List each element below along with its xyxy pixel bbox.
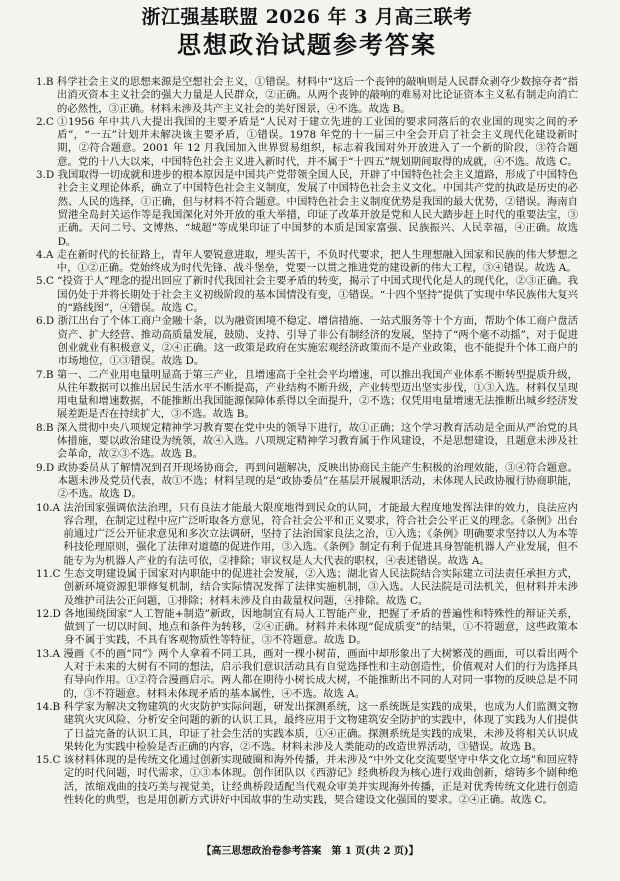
answer-item — [36, 754, 578, 807]
answer-item — [36, 315, 578, 368]
answer-list — [36, 76, 578, 807]
answer-number: 5.C — [36, 275, 58, 288]
answer-explanation: ①1956 年中共八大提出我国的主要矛盾是“人民对于建立先进的工业国的要求同落后的农业国的现实之间的矛盾”，“一五”计划并未解决该主要矛盾，①错误。1978 年党的十一届三中全会开启了社会主义现代化建设新时期，②符合题意。2001 年 12 月我国加入世界贸易组织，标志着我国对外开放进入了一个新的阶段，③符合题意。党的十八大以来，中国特色社会主义进入新时代，并不属于“十四五”规划期间取得的成就，④不选。故选 C。 — [57, 115, 578, 168]
answer-explanation: 科学家为解决文物建筑的火灾防护实际问题，研发出探测系统，这一系统既是实践的成果，也成为人们监测文物建筑火灾风险、分析安全问题的新的认识工具，最终应用于文物建筑安全防护的实践中，体现了实践为人们提供了日益完备的认识工具，印证了社会生活的实践本质，①④正确。探测系统是实践的成果，未涉及将相关认识成果转化为实践中检验是否正确的内容，②不选。材料未涉及人类能动的改造世界活动，③错误。故选 B。 — [63, 700, 578, 753]
answer-item — [36, 701, 578, 754]
answer-explanation: 漫画《不的画“同”》两个人拿着不同工具，画对一棵小树苗，画面中却形象出了大树繁茂的画面，可以看出两个人对于未来的大树有不同的想法，启示我们意识活动具有自觉选择性和主动创造性，价值观对人们的行为选择具有导向作用。①②符合漫画启示。两人都在期待小树长成大树，不能推断出不同的人对同一事物的反映总是不同的，③不符题意。材料未体现矛盾的基本属性，④不选。故选 A。 — [63, 647, 578, 700]
answer-number: 3.D — [36, 169, 58, 182]
answer-number: 15.C — [36, 754, 64, 767]
exam-title: 浙江强基联盟 2026 年 3 月高三联考 — [141, 6, 473, 28]
answer-explanation: “投资于人”理念的提出回应了新时代我国社会主要矛盾的转变，揭示了中国式现代化是人的现代化，②③正确。我国仍处于并将长期处于社会主义初级阶段的基本国情没有变，①错误。“十四个坚持”提供了实现中华民族伟大复兴的“路线图”，④错误。故选 C。 — [57, 275, 578, 315]
answer-item — [36, 502, 578, 568]
answer-item — [36, 422, 578, 462]
answer-explanation: 生态文明建设属于国家对内职能中的促进社会发展，②入选；湖北省人民法院结合实际建立司法责任承担方式，创新环境资源犯罪修复机制，结合实际情况发挥了法律实施机制，③入选。人民法院是司法机关，但材料并未涉及维护司法公正问题，①排除；材料未涉及自由裁量权问题，④排除。故选 C。 — [63, 567, 578, 607]
answer-item — [36, 76, 578, 116]
answer-number: 12.D — [36, 607, 65, 620]
document-title: 思想政治试题参考答案 — [177, 30, 437, 59]
answer-number: 4.A — [36, 248, 57, 261]
answer-number: 9.D — [36, 461, 58, 474]
answer-item — [36, 462, 578, 502]
answer-item — [36, 568, 578, 608]
answer-number: 2.C — [36, 115, 58, 128]
answer-explanation: 该材料体现的是传统文化通过创新实现破圈和海外传播，并未涉及“中外文化交流要坚守中华文化立场”和回应特定的时代问题，时代需求，①③本体现。创作团队以《西游记》经典桥段为核心进行戏曲创新，熔铸多个剧种绝活，浓缩戏曲的技巧美与视觉美，让经典桥段适配当代观众审美并实现海外传播，正是对优秀传统文化进行创造性转化的典型，也是用创新方式讲好中国故事的生动实践，契合建设文化强国的要求。②④正确。故选 C。 — [63, 754, 578, 807]
answer-number: 13.A — [36, 647, 64, 660]
answer-explanation: 第一、二产业用电量明显高于第三产业，且增速高于全社会平均增速，可以推出我国产业体系不断转型提质升级，从往年数据可以推出居民生活水平不断提高，产业结构不断升级，产业转型迈出坚实步伐，①③入选。材料仅呈现用电量和增速数据，不能推断出我国能源保障体系得以全面提升，②不选；仅凭用电量增速无法推断出城乡经济发展差距是否在持续扩大，③不选。故选 B。 — [56, 368, 578, 421]
answer-explanation: 深入贯彻中央八项规定精神学习教育要在党中央的领导下进行，故①正确；这个学习教育活动是全面从严治党的具体措施，要以政治建设为统领，故④入选。八项规定精神学习教育属于作风建设，不是思想建设，且题意未涉及社会革命，故②③不选。故选 B。 — [56, 421, 578, 461]
page-footer: 【高三思想政治卷参考答案 第 1 页(共 2 页)】 — [201, 846, 419, 857]
answer-item — [36, 116, 578, 169]
answer-item — [36, 275, 578, 315]
answer-item — [36, 249, 578, 276]
answer-explanation: 法治国家强调依法治理，只有良法才能最大限度地得到民众的认同，才能最大程度地发挥法律的效力，良法应内容合理，在制定过程中应广泛听取各方意见，符合社会公平和正义要求，符合社会公平正义的理念。《条例》出台前通过广泛公开征求意见和多次立法调研，坚持了法治国家良法之治，①入选；《条例》明确要求坚持以人为本等科技伦理原则，强化了法律对道德的促进作用，③入选。《条例》制定有利于促进具身智能机器人产业发展，但不能专为为机器人产业的有法可依，②排除；审议权是人大代表的职权，④表述错误。故选 A。 — [63, 501, 578, 567]
answer-item — [36, 369, 578, 422]
answer-number: 11.C — [36, 567, 64, 580]
answer-explanation: 各地围绕国家“人工智能+制造”新政，因地制宜有局人工智能产业，把握了矛盾的普遍性和特殊性的辩证关系，做到了一切以时间、地点和条件为转移，②④正确。材料并未体现“促成质变”的结果，①不符题意，这些政策本身不属于实践，不具有客观物质性等特征，③不符题意。故选 D。 — [64, 607, 578, 647]
answer-explanation: 我国取得一切成就和进步的根本原因是中国共产党带领全国人民，开辟了中国特色社会主义道路，形成了中国特色社会主义理论体系，确立了中国特色社会主义制度，发展了中国特色社会主义文化。中国共产党的执政是历史的必然、人民的选择，①正确，但与材料不符合题意。中国特色社会主义制度优势是我国的最大优势，②错误。海南自贸港全岛封关运作等是我国深化对外开放的重大举措，印证了改革开放是党和人民大踏步赶上时代的重要法宝，③正确。天问二号、文博热、“城超”等成果印证了中国梦的本质是国家富强、民族振兴、人民幸福，④正确。故选 D。 — [57, 169, 578, 248]
answer-item — [36, 169, 578, 249]
answer-item — [36, 608, 578, 648]
answer-number: 1.B — [36, 76, 57, 88]
answer-number: 10.A — [36, 501, 64, 514]
answer-explanation: 科学社会主义的思想来源是空想社会主义，①错误。材料中“这后一个丧钟的敲响则是人民群众剥夺少数掠夺者”指出消灭资本主义社会的强大力量是人民群众，②正确。从两个丧钟的敲响的难易对比论证资本主义私有制走向消亡的必然性，③正确。材料未涉及共产主义社会的美好图景，④不选。故选 B。 — [56, 76, 578, 115]
answer-number: 6.D — [36, 315, 58, 328]
answer-explanation: 走在新时代的长征路上，青年人要锐意进取，埋头苦干，不负时代要求，把人生理想融入国家和民族的伟大梦想之中，①②正确。党始终成为时代先锋、战斗堡垒，党要一以贯之推进党的建设新的伟大工程，③④错误。故选 A。 — [56, 248, 578, 275]
answer-number: 8.B — [36, 421, 57, 434]
answer-number: 7.B — [36, 368, 57, 381]
answer-item — [36, 648, 578, 701]
answer-number: 14.B — [36, 700, 64, 713]
answer-explanation: 政协委员从了解情况到召开现场协商会，再到问题解决，反映出协商民主能产生积极的治理效能，③④符合题意。本题未涉及党员代表，故①不选；材料呈现的是“政协委员”在基层开展履职活动，未体现人民政协履行协商职能，②不选。故选 D。 — [57, 461, 578, 501]
answer-explanation: 浙江出台了个体工商户金融十条，以为融资困境不稳定、增信措施、一站式服务等十个方面，帮助个体工商户盘活资产、扩大经营、推动高质量发展，鼓励、支持、引导了非公有制经济的发展，坚持了“两个毫不动摇”，对于促进创业就业有积极意义，②④正确。这一政策是政府在实施宏观经济政策而不是产业政策，也不能提升个体工商户的市场地位，①③错误。故选 D。 — [57, 315, 578, 368]
